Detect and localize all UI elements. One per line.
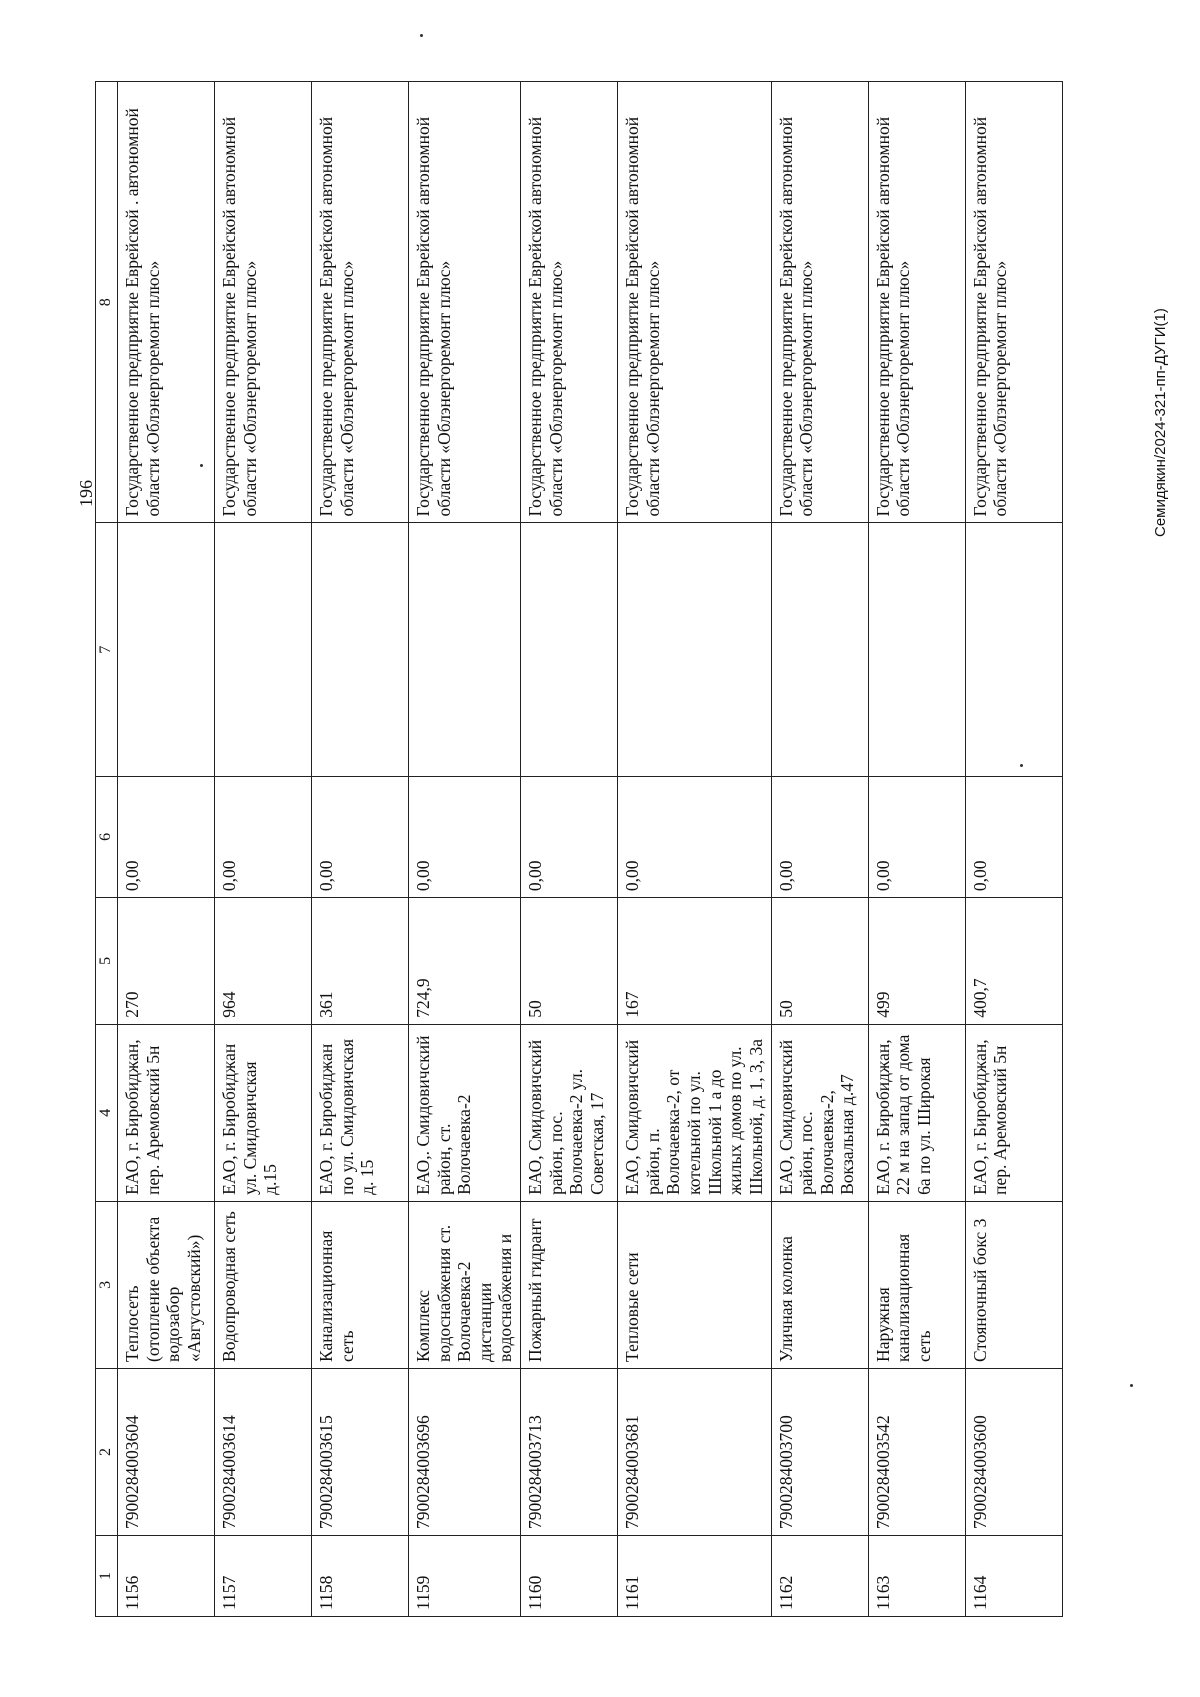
column-7-value xyxy=(618,523,771,776)
registry-table xyxy=(95,81,1063,1617)
header-cell: 6 xyxy=(96,776,118,898)
object-length: 361 xyxy=(311,898,408,1025)
column-7-value xyxy=(965,523,1062,776)
table-row xyxy=(117,82,214,1617)
header-cell: 2 xyxy=(96,1368,118,1535)
object-name: Уличная колонка xyxy=(771,1201,868,1368)
object-address: ЕАО, г. Биробиджан ул. Смидовичская д.15 xyxy=(214,1024,311,1201)
column-7-value xyxy=(868,523,965,776)
object-name: Комплекс водоснабжения ст. Волочаевка-2 дистанции водоснабжения и xyxy=(408,1201,520,1368)
object-length: 50 xyxy=(521,898,618,1025)
object-value: 0,00 xyxy=(117,776,214,898)
header-cell: 8 xyxy=(96,82,118,524)
registry-number: 7900284003604 xyxy=(117,1368,214,1535)
row-number: 1159 xyxy=(408,1536,520,1617)
object-address: ЕАО, Смидовичский район, пос. Волочаевка-2, Вокзальная д.47 xyxy=(771,1024,868,1201)
registry-number: 7900284003681 xyxy=(618,1368,771,1535)
row-number: 1161 xyxy=(618,1536,771,1617)
header-cell: 5 xyxy=(96,898,118,1025)
object-value: 0,00 xyxy=(965,776,1062,898)
owner-name: Государственное предприятие Еврейской автономной области «Облэнергоремонт плюс» xyxy=(618,82,771,524)
row-number: 1162 xyxy=(771,1536,868,1617)
table-row xyxy=(408,82,520,1617)
registry-number: 7900284003614 xyxy=(214,1368,311,1535)
object-value: 0,00 xyxy=(618,776,771,898)
object-address: ЕАО, г. Биробиджан, 22 м на запад от дома 6а по ул. Широкая xyxy=(868,1024,965,1201)
scan-speck xyxy=(200,464,203,467)
registry-number: 7900284003600 xyxy=(965,1368,1062,1535)
object-length: 167 xyxy=(618,898,771,1025)
registry-number: 7900284003700 xyxy=(771,1368,868,1535)
header-cell: 7 xyxy=(96,523,118,776)
header-row xyxy=(96,82,118,1617)
row-number: 1163 xyxy=(868,1536,965,1617)
object-length: 270 xyxy=(117,898,214,1025)
registry-number: 7900284003542 xyxy=(868,1368,965,1535)
header-cell: 3 xyxy=(96,1201,118,1368)
owner-name: Государственное предприятие Еврейской автономной области «Облэнергоремонт плюс» xyxy=(214,82,311,524)
object-name: Пожарный гидрант xyxy=(521,1201,618,1368)
table-row xyxy=(521,82,618,1617)
column-7-value xyxy=(311,523,408,776)
object-name: Водопроводная сеть xyxy=(214,1201,311,1368)
object-value: 0,00 xyxy=(771,776,868,898)
column-7-value xyxy=(521,523,618,776)
table-row xyxy=(965,82,1062,1617)
owner-name: Государственное предприятие Еврейской . автономной области «Облэнергоремонт плюс» xyxy=(117,82,214,524)
row-number: 1158 xyxy=(311,1536,408,1617)
object-value: 0,00 xyxy=(408,776,520,898)
column-7-value xyxy=(214,523,311,776)
object-value: 0,00 xyxy=(214,776,311,898)
row-number: 1160 xyxy=(521,1536,618,1617)
row-number: 1156 xyxy=(117,1536,214,1617)
scan-speck xyxy=(1020,764,1023,767)
registry-number: 7900284003615 xyxy=(311,1368,408,1535)
owner-name: Государственное предприятие Еврейской автономной области «Облэнергоремонт плюс» xyxy=(408,82,520,524)
object-address: ЕАО, Смидовичский район, п. Волочаевка-2, от котельной по ул. Школьной 1 а до жилых домов по ул. Школьной, д. 1, 3, 3а xyxy=(618,1024,771,1201)
owner-name: Государственное предприятие Еврейской автономной области «Облэнергоремонт плюс» xyxy=(521,82,618,524)
column-7-value xyxy=(117,523,214,776)
header-cell: 4 xyxy=(96,1024,118,1201)
object-address: ЕАО, Смидовичский район, пос. Волочаевка-2 ул. Советская, 17 xyxy=(521,1024,618,1201)
row-number: 1157 xyxy=(214,1536,311,1617)
document-id: Семидякин/2024-321-пп-ДУГИ(1) xyxy=(1152,308,1169,537)
column-7-value xyxy=(771,523,868,776)
registry-number: 7900284003713 xyxy=(521,1368,618,1535)
scan-speck xyxy=(420,34,423,37)
object-value: 0,00 xyxy=(868,776,965,898)
page-number: 196 xyxy=(76,480,96,507)
table-row xyxy=(311,82,408,1617)
object-length: 50 xyxy=(771,898,868,1025)
owner-name: Государственное предприятие Еврейской автономной области «Облэнергоремонт плюс» xyxy=(311,82,408,524)
object-value: 0,00 xyxy=(521,776,618,898)
header-cell: 1 xyxy=(96,1536,118,1617)
object-name: Тепловые сети xyxy=(618,1201,771,1368)
object-length: 499 xyxy=(868,898,965,1025)
object-length: 724,9 xyxy=(408,898,520,1025)
column-7-value xyxy=(408,523,520,776)
owner-name: Государственное предприятие Еврейской автономной области «Облэнергоремонт плюс» xyxy=(965,82,1062,524)
object-name: Стояночный бокс 3 xyxy=(965,1201,1062,1368)
owner-name: Государственное предприятие Еврейской автономной области «Облэнергоремонт плюс» xyxy=(868,82,965,524)
registry-number: 7900284003696 xyxy=(408,1368,520,1535)
object-address: ЕАО,. Смидовичский район, ст. Волочаевка-2 xyxy=(408,1024,520,1201)
object-address: ЕАО, г. Биробиджан, пер. Аремовский 5н xyxy=(117,1024,214,1201)
table-row xyxy=(618,82,771,1617)
table-row xyxy=(868,82,965,1617)
object-length: 964 xyxy=(214,898,311,1025)
object-value: 0,00 xyxy=(311,776,408,898)
object-name: Наружная канализационная сеть xyxy=(868,1201,965,1368)
table-row xyxy=(214,82,311,1617)
owner-name: Государственное предприятие Еврейской автономной области «Облэнергоремонт плюс» xyxy=(771,82,868,524)
row-number: 1164 xyxy=(965,1536,1062,1617)
scan-speck xyxy=(1130,1384,1133,1387)
object-length: 400,7 xyxy=(965,898,1062,1025)
object-name: Канализационная сеть xyxy=(311,1201,408,1368)
object-name: Теплосеть (отопление объекта водозабор «Августовский») xyxy=(117,1201,214,1368)
table-row xyxy=(771,82,868,1617)
object-address: ЕАО, г. Биробиджан по ул. Смидовичская д. 15 xyxy=(311,1024,408,1201)
object-address: ЕАО, г. Биробиджан, пер. Аремовский 5н xyxy=(965,1024,1062,1201)
